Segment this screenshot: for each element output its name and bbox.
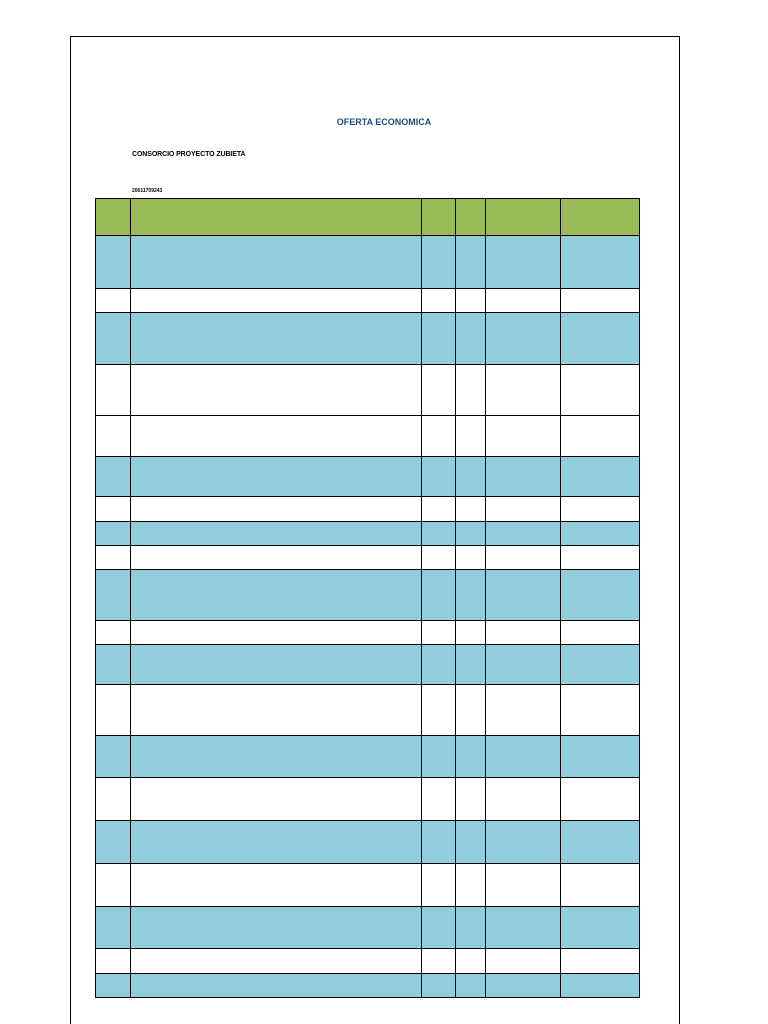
table-cell — [456, 621, 486, 645]
table-cell — [131, 974, 422, 998]
table-cell — [96, 645, 131, 685]
table-cell — [96, 949, 131, 974]
table-cell — [422, 778, 456, 821]
table-cell — [131, 546, 422, 570]
document-title: OFERTA ECONOMICA — [336, 117, 432, 127]
table-cell — [486, 907, 561, 949]
table-header-cell — [561, 199, 640, 236]
table-cell — [96, 864, 131, 907]
table-cell — [486, 289, 561, 313]
table-cell — [131, 365, 422, 416]
table-cell — [561, 645, 640, 685]
table-cell — [486, 685, 561, 736]
table-cell — [561, 522, 640, 546]
table-row — [96, 289, 640, 313]
table-cell — [422, 457, 456, 497]
table-cell — [131, 864, 422, 907]
table-row — [96, 736, 640, 778]
table-cell — [486, 570, 561, 621]
table-cell — [561, 621, 640, 645]
table-cell — [486, 621, 561, 645]
table-cell — [422, 546, 456, 570]
table-cell — [422, 864, 456, 907]
table-cell — [561, 949, 640, 974]
table-cell — [96, 778, 131, 821]
table-cell — [456, 949, 486, 974]
table-cell — [422, 949, 456, 974]
table-cell — [486, 365, 561, 416]
table-row — [96, 949, 640, 974]
table-cell — [456, 522, 486, 546]
table-cell — [456, 457, 486, 497]
table-row — [96, 645, 640, 685]
table-row — [96, 864, 640, 907]
table-cell — [456, 289, 486, 313]
table-cell — [422, 621, 456, 645]
table-cell — [456, 313, 486, 365]
table-cell — [561, 457, 640, 497]
table-row — [96, 313, 640, 365]
table-row — [96, 497, 640, 522]
table-row — [96, 416, 640, 457]
company-name: CONSORCIO PROYECTO ZUBIETA — [132, 151, 246, 158]
table-cell — [131, 313, 422, 365]
table-cell — [422, 907, 456, 949]
table-header-row — [96, 199, 640, 236]
table-cell — [131, 236, 422, 289]
table-row — [96, 821, 640, 864]
table-cell — [96, 313, 131, 365]
table-cell — [131, 821, 422, 864]
table-cell — [96, 497, 131, 522]
table-cell — [456, 907, 486, 949]
table-cell — [96, 974, 131, 998]
table-cell — [422, 645, 456, 685]
table-cell — [486, 522, 561, 546]
table-cell — [486, 313, 561, 365]
table-cell — [486, 497, 561, 522]
table-header-cell — [456, 199, 486, 236]
table-cell — [456, 685, 486, 736]
table-cell — [422, 522, 456, 546]
table-cell — [486, 546, 561, 570]
table-header-cell — [96, 199, 131, 236]
table-cell — [456, 546, 486, 570]
table-row — [96, 570, 640, 621]
company-ruc: 20611709243 — [132, 188, 163, 194]
table-row — [96, 236, 640, 289]
table-cell — [486, 974, 561, 998]
table-cell — [422, 497, 456, 522]
table-cell — [561, 416, 640, 457]
table-cell — [422, 736, 456, 778]
table-cell — [96, 736, 131, 778]
table-cell — [561, 685, 640, 736]
table-cell — [96, 236, 131, 289]
table-cell — [561, 907, 640, 949]
table-cell — [422, 236, 456, 289]
table-row — [96, 778, 640, 821]
table-cell — [456, 236, 486, 289]
table-cell — [422, 570, 456, 621]
table-cell — [131, 778, 422, 821]
table-cell — [456, 736, 486, 778]
table-row — [96, 621, 640, 645]
table-cell — [131, 907, 422, 949]
table-header-cell — [422, 199, 456, 236]
table-cell — [96, 546, 131, 570]
table-cell — [422, 821, 456, 864]
table-cell — [96, 365, 131, 416]
table-cell — [96, 821, 131, 864]
table-cell — [96, 522, 131, 546]
table-cell — [486, 236, 561, 289]
table-cell — [561, 236, 640, 289]
table-cell — [422, 289, 456, 313]
table-cell — [561, 778, 640, 821]
table-cell — [561, 313, 640, 365]
table-row — [96, 365, 640, 416]
table-cell — [422, 685, 456, 736]
table-cell — [486, 864, 561, 907]
table-cell — [96, 570, 131, 621]
table-cell — [486, 778, 561, 821]
table-cell — [456, 645, 486, 685]
table-cell — [131, 289, 422, 313]
table-cell — [456, 365, 486, 416]
table-cell — [131, 621, 422, 645]
table-cell — [422, 313, 456, 365]
table-cell — [486, 416, 561, 457]
table-cell — [96, 416, 131, 457]
table-cell — [486, 645, 561, 685]
table-cell — [456, 974, 486, 998]
table-cell — [486, 457, 561, 497]
table-row — [96, 522, 640, 546]
table-cell — [456, 778, 486, 821]
offer-table-body — [96, 199, 640, 998]
table-row — [96, 546, 640, 570]
table-cell — [456, 864, 486, 907]
table-cell — [561, 289, 640, 313]
table-cell — [131, 685, 422, 736]
table-header-cell — [486, 199, 561, 236]
table-cell — [422, 974, 456, 998]
table-cell — [131, 416, 422, 457]
table-cell — [561, 570, 640, 621]
table-cell — [456, 497, 486, 522]
table-cell — [456, 821, 486, 864]
table-cell — [96, 907, 131, 949]
table-cell — [561, 546, 640, 570]
table-row — [96, 907, 640, 949]
table-cell — [131, 457, 422, 497]
table-cell — [486, 736, 561, 778]
table-cell — [131, 645, 422, 685]
table-cell — [131, 497, 422, 522]
table-cell — [561, 821, 640, 864]
table-cell — [456, 570, 486, 621]
table-cell — [561, 736, 640, 778]
table-cell — [422, 365, 456, 416]
offer-table — [95, 198, 640, 998]
table-header-cell — [131, 199, 422, 236]
table-cell — [422, 416, 456, 457]
table-cell — [131, 522, 422, 546]
table-cell — [96, 621, 131, 645]
table-row — [96, 457, 640, 497]
table-cell — [131, 949, 422, 974]
table-cell — [486, 949, 561, 974]
table-cell — [96, 685, 131, 736]
table-cell — [486, 821, 561, 864]
table-cell — [96, 289, 131, 313]
table-cell — [561, 974, 640, 998]
table-cell — [561, 497, 640, 522]
table-row — [96, 685, 640, 736]
table-cell — [131, 736, 422, 778]
table-row — [96, 974, 640, 998]
table-cell — [561, 365, 640, 416]
table-cell — [131, 570, 422, 621]
table-cell — [96, 457, 131, 497]
table-cell — [561, 864, 640, 907]
table-cell — [456, 416, 486, 457]
